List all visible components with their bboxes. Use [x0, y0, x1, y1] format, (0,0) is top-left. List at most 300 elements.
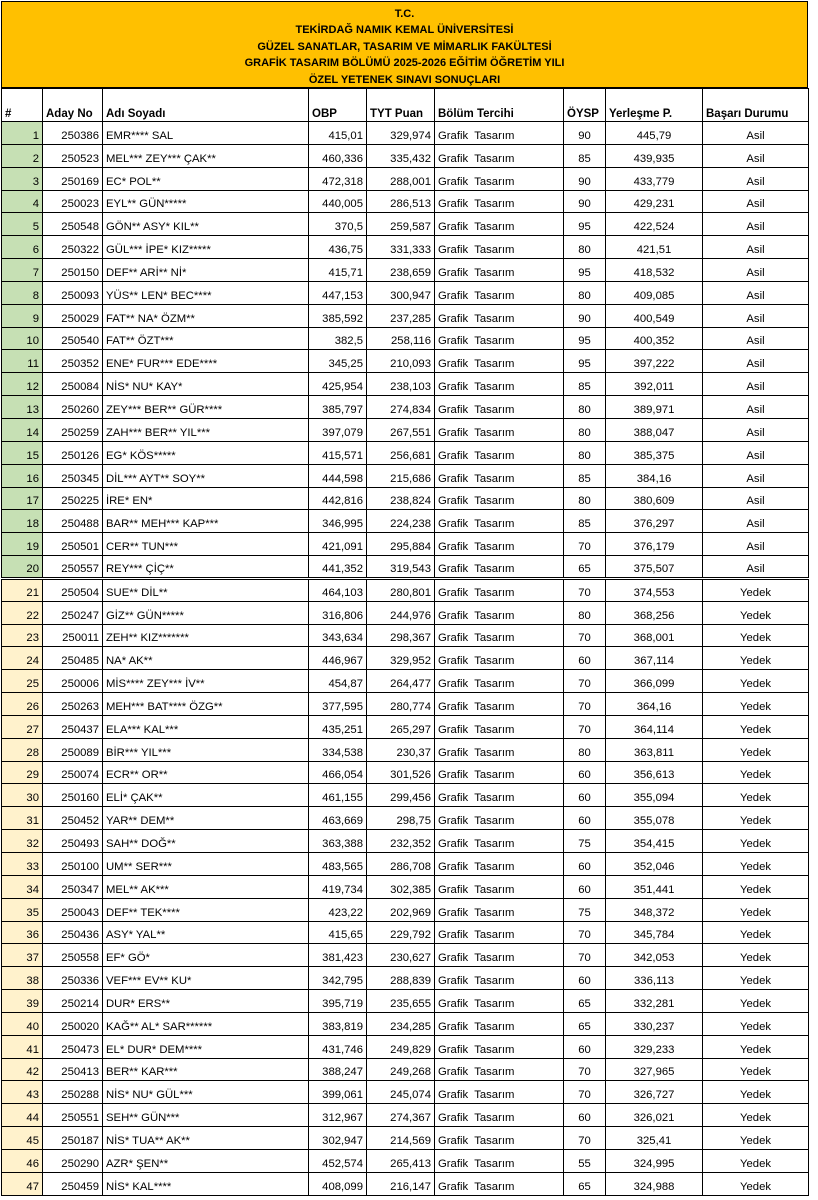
status-cell: Asil	[703, 327, 809, 350]
oysp-score: 65	[564, 1012, 606, 1035]
candidate-no: 250504	[43, 578, 103, 601]
candidate-no: 250020	[43, 1012, 103, 1035]
table-row	[2, 990, 809, 1013]
candidate-name: NİS* NU* KAY*	[103, 373, 309, 396]
oysp-score: 95	[564, 213, 606, 236]
status-cell: Yedek	[703, 738, 809, 761]
placement-score: 439,935	[606, 144, 703, 167]
tyt-score: 215,686	[367, 464, 435, 487]
department-choice: Grafik Tasarım	[435, 853, 564, 876]
candidate-name: YÜS** LEN* BEC****	[103, 281, 309, 304]
table-row	[2, 533, 809, 556]
row-index: 17	[2, 487, 43, 510]
tyt-score: 230,627	[367, 944, 435, 967]
candidate-name: ELA*** KAL***	[103, 715, 309, 738]
candidate-no: 250288	[43, 1081, 103, 1104]
status-cell: Asil	[703, 464, 809, 487]
tyt-score: 286,708	[367, 853, 435, 876]
candidate-no: 250006	[43, 670, 103, 693]
placement-score: 345,784	[606, 921, 703, 944]
candidate-no: 250493	[43, 830, 103, 853]
status-cell: Yedek	[703, 807, 809, 830]
department-choice: Grafik Tasarım	[435, 921, 564, 944]
table-row	[2, 373, 809, 396]
candidate-no: 250488	[43, 510, 103, 533]
oysp-score: 80	[564, 418, 606, 441]
col-header-placement-score: Yerleşme P.	[606, 89, 703, 122]
row-index: 12	[2, 373, 43, 396]
candidate-name: CER** TUN***	[103, 533, 309, 556]
row-index: 34	[2, 875, 43, 898]
department-choice: Grafik Tasarım	[435, 418, 564, 441]
candidate-name: ASY* YAL**	[103, 921, 309, 944]
status-cell: Yedek	[703, 1104, 809, 1127]
obp-score: 312,967	[309, 1104, 367, 1127]
department-choice: Grafik Tasarım	[435, 784, 564, 807]
candidate-no: 250558	[43, 944, 103, 967]
placement-score: 400,352	[606, 327, 703, 350]
row-index: 27	[2, 715, 43, 738]
tyt-score: 264,477	[367, 670, 435, 693]
status-cell: Asil	[703, 144, 809, 167]
candidate-no: 250347	[43, 875, 103, 898]
table-row	[2, 259, 809, 282]
table-row	[2, 418, 809, 441]
status-cell: Yedek	[703, 830, 809, 853]
row-index: 11	[2, 350, 43, 373]
status-cell: Asil	[703, 236, 809, 259]
status-cell: Yedek	[703, 875, 809, 898]
results-table	[1, 88, 809, 1196]
obp-score: 415,01	[309, 122, 367, 145]
row-index: 16	[2, 464, 43, 487]
col-header-obp: OBP	[309, 89, 367, 122]
department-choice: Grafik Tasarım	[435, 350, 564, 373]
oysp-score: 80	[564, 396, 606, 419]
table-row	[2, 875, 809, 898]
col-header-index: #	[2, 89, 43, 122]
table-row	[2, 510, 809, 533]
candidate-no: 250225	[43, 487, 103, 510]
oysp-score: 70	[564, 624, 606, 647]
placement-score: 380,609	[606, 487, 703, 510]
row-index: 46	[2, 1149, 43, 1172]
status-cell: Yedek	[703, 853, 809, 876]
row-index: 41	[2, 1035, 43, 1058]
placement-score: 385,375	[606, 441, 703, 464]
candidate-no: 250352	[43, 350, 103, 373]
tyt-score: 288,839	[367, 967, 435, 990]
status-cell: Yedek	[703, 1035, 809, 1058]
obp-score: 461,155	[309, 784, 367, 807]
candidate-no: 250501	[43, 533, 103, 556]
placement-score: 400,549	[606, 304, 703, 327]
oysp-score: 90	[564, 167, 606, 190]
department-choice: Grafik Tasarım	[435, 967, 564, 990]
placement-score: 368,001	[606, 624, 703, 647]
oysp-score: 80	[564, 281, 606, 304]
obp-score: 415,65	[309, 921, 367, 944]
col-header-department-choice: Bölüm Tercihi	[435, 89, 564, 122]
candidate-name: MEL*** ZEY*** ÇAK**	[103, 144, 309, 167]
candidate-no: 250084	[43, 373, 103, 396]
col-header-status: Başarı Durumu	[703, 89, 809, 122]
candidate-no: 250260	[43, 396, 103, 419]
tyt-score: 331,333	[367, 236, 435, 259]
candidate-name: SUE** DİL**	[103, 578, 309, 601]
status-cell: Yedek	[703, 1058, 809, 1081]
department-choice: Grafik Tasarım	[435, 1012, 564, 1035]
tyt-score: 274,834	[367, 396, 435, 419]
oysp-score: 70	[564, 921, 606, 944]
oysp-score: 85	[564, 144, 606, 167]
status-cell: Yedek	[703, 670, 809, 693]
placement-score: 376,179	[606, 533, 703, 556]
obp-score: 421,091	[309, 533, 367, 556]
candidate-no: 250160	[43, 784, 103, 807]
status-cell: Yedek	[703, 1012, 809, 1035]
tyt-score: 299,456	[367, 784, 435, 807]
table-row	[2, 487, 809, 510]
tyt-score: 214,569	[367, 1127, 435, 1150]
row-index: 23	[2, 624, 43, 647]
row-index: 28	[2, 738, 43, 761]
obp-score: 464,103	[309, 578, 367, 601]
candidate-no: 250459	[43, 1172, 103, 1195]
candidate-name: BAR** MEH*** KAP***	[103, 510, 309, 533]
status-cell: Asil	[703, 556, 809, 579]
placement-score: 327,965	[606, 1058, 703, 1081]
candidate-no: 250043	[43, 898, 103, 921]
table-row	[2, 1012, 809, 1035]
oysp-score: 70	[564, 1127, 606, 1150]
candidate-name: KAĞ** AL* SAR******	[103, 1012, 309, 1035]
table-row	[2, 944, 809, 967]
status-cell: Asil	[703, 441, 809, 464]
status-cell: Asil	[703, 373, 809, 396]
placement-score: 422,524	[606, 213, 703, 236]
row-index: 20	[2, 556, 43, 579]
tyt-score: 245,074	[367, 1081, 435, 1104]
placement-score: 354,415	[606, 830, 703, 853]
status-cell: Asil	[703, 190, 809, 213]
status-cell: Yedek	[703, 921, 809, 944]
department-choice: Grafik Tasarım	[435, 990, 564, 1013]
obp-score: 446,967	[309, 647, 367, 670]
status-cell: Yedek	[703, 693, 809, 716]
table-row	[2, 738, 809, 761]
placement-score: 409,085	[606, 281, 703, 304]
tyt-score: 234,285	[367, 1012, 435, 1035]
col-header-name: Adı Soyadı	[103, 89, 309, 122]
row-index: 19	[2, 533, 43, 556]
candidate-name: ECR** OR**	[103, 761, 309, 784]
header-line-country: T.C.	[394, 8, 415, 20]
candidate-no: 250540	[43, 327, 103, 350]
table-row	[2, 396, 809, 419]
obp-score: 342,795	[309, 967, 367, 990]
row-index: 13	[2, 396, 43, 419]
obp-score: 395,719	[309, 990, 367, 1013]
department-choice: Grafik Tasarım	[435, 1127, 564, 1150]
table-row	[2, 715, 809, 738]
obp-score: 460,336	[309, 144, 367, 167]
tyt-score: 267,551	[367, 418, 435, 441]
obp-score: 343,634	[309, 624, 367, 647]
oysp-score: 80	[564, 441, 606, 464]
row-index: 31	[2, 807, 43, 830]
candidate-name: NİS* NU* GÜL***	[103, 1081, 309, 1104]
obp-score: 370,5	[309, 213, 367, 236]
tyt-score: 329,952	[367, 647, 435, 670]
department-choice: Grafik Tasarım	[435, 281, 564, 304]
row-index: 38	[2, 967, 43, 990]
obp-score: 381,423	[309, 944, 367, 967]
table-row	[2, 213, 809, 236]
tyt-score: 280,774	[367, 693, 435, 716]
placement-score: 351,441	[606, 875, 703, 898]
tyt-score: 249,268	[367, 1058, 435, 1081]
candidate-no: 250169	[43, 167, 103, 190]
oysp-score: 60	[564, 784, 606, 807]
candidate-no: 250485	[43, 647, 103, 670]
candidate-name: NA* AK**	[103, 647, 309, 670]
table-row	[2, 761, 809, 784]
candidate-name: UM** SER***	[103, 853, 309, 876]
row-index: 22	[2, 601, 43, 624]
department-choice: Grafik Tasarım	[435, 875, 564, 898]
row-index: 8	[2, 281, 43, 304]
department-choice: Grafik Tasarım	[435, 236, 564, 259]
tyt-score: 280,801	[367, 578, 435, 601]
candidate-name: EYL** GÜN*****	[103, 190, 309, 213]
oysp-score: 90	[564, 304, 606, 327]
candidate-name: ZEH** KIZ*******	[103, 624, 309, 647]
oysp-score: 85	[564, 373, 606, 396]
tyt-score: 302,385	[367, 875, 435, 898]
candidate-name: GÖN** ASY* KIL**	[103, 213, 309, 236]
tyt-score: 238,103	[367, 373, 435, 396]
results-sheet	[1, 1, 808, 1196]
placement-score: 374,553	[606, 578, 703, 601]
tyt-score: 295,884	[367, 533, 435, 556]
placement-score: 342,053	[606, 944, 703, 967]
department-choice: Grafik Tasarım	[435, 670, 564, 693]
obp-score: 435,251	[309, 715, 367, 738]
candidate-name: DİL*** AYT** SOY**	[103, 464, 309, 487]
row-index: 36	[2, 921, 43, 944]
candidate-name: EL* DUR* DEM****	[103, 1035, 309, 1058]
table-row	[2, 304, 809, 327]
department-choice: Grafik Tasarım	[435, 487, 564, 510]
obp-score: 419,734	[309, 875, 367, 898]
status-cell: Asil	[703, 487, 809, 510]
department-choice: Grafik Tasarım	[435, 738, 564, 761]
candidate-no: 250100	[43, 853, 103, 876]
tyt-score: 286,513	[367, 190, 435, 213]
table-row	[2, 807, 809, 830]
oysp-score: 60	[564, 875, 606, 898]
status-cell: Asil	[703, 350, 809, 373]
candidate-name: FAT** ÖZT***	[103, 327, 309, 350]
candidate-no: 250386	[43, 122, 103, 145]
row-index: 44	[2, 1104, 43, 1127]
row-index: 45	[2, 1127, 43, 1150]
table-row	[2, 122, 809, 145]
row-index: 29	[2, 761, 43, 784]
oysp-score: 60	[564, 807, 606, 830]
candidate-name: NİS* KAL****	[103, 1172, 309, 1195]
oysp-score: 70	[564, 533, 606, 556]
row-index: 5	[2, 213, 43, 236]
placement-score: 356,613	[606, 761, 703, 784]
candidate-no: 250437	[43, 715, 103, 738]
candidate-name: SEH** GÜN***	[103, 1104, 309, 1127]
obp-score: 415,71	[309, 259, 367, 282]
status-cell: Asil	[703, 259, 809, 282]
candidate-no: 250126	[43, 441, 103, 464]
candidate-no: 250263	[43, 693, 103, 716]
placement-score: 364,114	[606, 715, 703, 738]
department-choice: Grafik Tasarım	[435, 1172, 564, 1195]
placement-score: 375,507	[606, 556, 703, 579]
row-index: 26	[2, 693, 43, 716]
oysp-score: 80	[564, 487, 606, 510]
table-row	[2, 167, 809, 190]
table-row	[2, 967, 809, 990]
table-row	[2, 1035, 809, 1058]
obp-score: 441,352	[309, 556, 367, 579]
placement-score: 445,79	[606, 122, 703, 145]
candidate-no: 250089	[43, 738, 103, 761]
placement-score: 355,078	[606, 807, 703, 830]
department-choice: Grafik Tasarım	[435, 327, 564, 350]
placement-score: 329,233	[606, 1035, 703, 1058]
status-cell: Asil	[703, 281, 809, 304]
obp-score: 377,595	[309, 693, 367, 716]
tyt-score: 256,681	[367, 441, 435, 464]
row-index: 37	[2, 944, 43, 967]
obp-score: 440,005	[309, 190, 367, 213]
placement-score: 348,372	[606, 898, 703, 921]
row-index: 14	[2, 418, 43, 441]
placement-score: 397,222	[606, 350, 703, 373]
status-cell: Yedek	[703, 944, 809, 967]
placement-score: 389,971	[606, 396, 703, 419]
obp-score: 383,819	[309, 1012, 367, 1035]
candidate-name: YAR** DEM**	[103, 807, 309, 830]
row-index: 30	[2, 784, 43, 807]
candidate-no: 250473	[43, 1035, 103, 1058]
candidate-name: EF* GÖ*	[103, 944, 309, 967]
candidate-name: ZEY*** BER** GÜR****	[103, 396, 309, 419]
placement-score: 325,41	[606, 1127, 703, 1150]
oysp-score: 70	[564, 1081, 606, 1104]
row-index: 32	[2, 830, 43, 853]
obp-score: 382,5	[309, 327, 367, 350]
department-choice: Grafik Tasarım	[435, 647, 564, 670]
table-row	[2, 578, 809, 601]
row-index: 40	[2, 1012, 43, 1035]
candidate-name: İRE* EN*	[103, 487, 309, 510]
status-cell: Yedek	[703, 967, 809, 990]
oysp-score: 85	[564, 510, 606, 533]
oysp-score: 70	[564, 578, 606, 601]
tyt-score: 258,116	[367, 327, 435, 350]
row-index: 33	[2, 853, 43, 876]
tyt-score: 210,093	[367, 350, 435, 373]
table-row	[2, 647, 809, 670]
table-row	[2, 556, 809, 579]
oysp-score: 80	[564, 601, 606, 624]
obp-score: 447,153	[309, 281, 367, 304]
table-row	[2, 624, 809, 647]
tyt-score: 274,367	[367, 1104, 435, 1127]
placement-score: 324,995	[606, 1149, 703, 1172]
oysp-score: 65	[564, 1172, 606, 1195]
status-cell: Yedek	[703, 1172, 809, 1195]
tyt-score: 229,792	[367, 921, 435, 944]
status-cell: Yedek	[703, 601, 809, 624]
header-banner	[1, 1, 808, 88]
table-row	[2, 601, 809, 624]
candidate-name: VEF*** EV** KU*	[103, 967, 309, 990]
obp-score: 423,22	[309, 898, 367, 921]
placement-score: 326,021	[606, 1104, 703, 1127]
row-index: 39	[2, 990, 43, 1013]
table-row	[2, 670, 809, 693]
department-choice: Grafik Tasarım	[435, 1104, 564, 1127]
department-choice: Grafik Tasarım	[435, 144, 564, 167]
obp-score: 316,806	[309, 601, 367, 624]
tyt-score: 238,824	[367, 487, 435, 510]
obp-score: 452,574	[309, 1149, 367, 1172]
tyt-score: 300,947	[367, 281, 435, 304]
row-index: 21	[2, 578, 43, 601]
table-row	[2, 1104, 809, 1127]
candidate-name: DEF** TEK****	[103, 898, 309, 921]
tyt-score: 232,352	[367, 830, 435, 853]
department-choice: Grafik Tasarım	[435, 304, 564, 327]
table-row	[2, 853, 809, 876]
header-line-faculty: GÜZEL SANATLAR, TASARIM VE MİMARLIK FAKÜLTESİ	[257, 40, 552, 53]
row-index: 1	[2, 122, 43, 145]
department-choice: Grafik Tasarım	[435, 464, 564, 487]
table-row	[2, 1149, 809, 1172]
placement-score: 366,099	[606, 670, 703, 693]
oysp-score: 60	[564, 647, 606, 670]
row-index: 10	[2, 327, 43, 350]
status-cell: Yedek	[703, 578, 809, 601]
department-choice: Grafik Tasarım	[435, 898, 564, 921]
row-index: 7	[2, 259, 43, 282]
status-cell: Asil	[703, 396, 809, 419]
oysp-score: 65	[564, 556, 606, 579]
col-header-oysp: ÖYSP	[564, 89, 606, 122]
oysp-score: 75	[564, 898, 606, 921]
oysp-score: 75	[564, 830, 606, 853]
obp-score: 397,079	[309, 418, 367, 441]
table-row	[2, 190, 809, 213]
table-row	[2, 236, 809, 259]
oysp-score: 65	[564, 990, 606, 1013]
obp-score: 454,87	[309, 670, 367, 693]
candidate-no: 250150	[43, 259, 103, 282]
candidate-no: 250074	[43, 761, 103, 784]
status-cell: Yedek	[703, 1127, 809, 1150]
candidate-name: REY*** ÇİÇ**	[103, 556, 309, 579]
department-choice: Grafik Tasarım	[435, 1035, 564, 1058]
